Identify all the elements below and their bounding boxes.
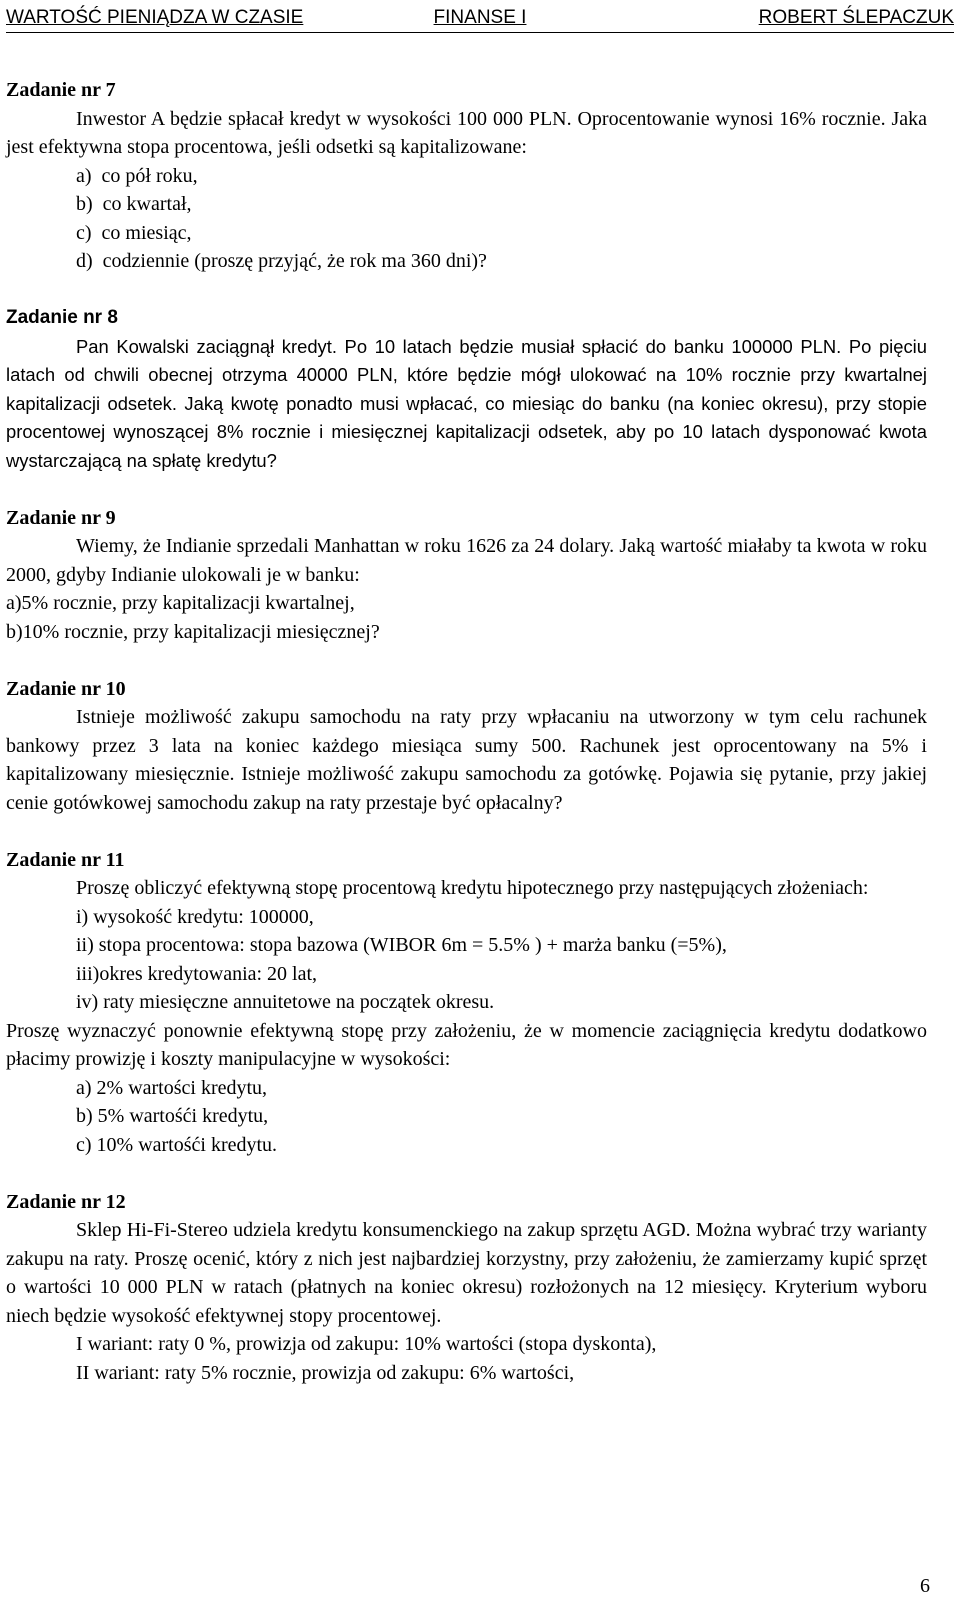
task-9-item-b: b)10% rocznie, przy kapitalizacji miesięcznej? — [6, 620, 380, 643]
task-9-item-a: a)5% rocznie, przy kapitalizacji kwartalnej, — [6, 592, 355, 614]
task-10 — [6, 675, 927, 818]
header-topic: WARTOŚĆ PIENIĄDZA W CZASIE — [6, 7, 304, 28]
task-8 — [6, 304, 927, 475]
task-12-variant-1: I wariant: raty 0 %, prowizja od zakupu: 10% wartości (stopa dyskonta), — [76, 1333, 657, 1355]
page-number: 6 — [920, 1575, 930, 1597]
task-7-item-a: a) co pół roku, — [76, 164, 198, 187]
task-12-title: Zadanie nr 12 — [6, 1190, 126, 1213]
task-11-item-iv: iv) raty miesięczne annuitetowe na początek okresu. — [76, 991, 495, 1013]
task-8-text: Pan Kowalski zaciągnął kredyt. Po 10 latach będzie musiał spłacić do banku 100000 PLN. Po pięciu latach od chwili obecnej otrzyma 40000 PLN, które będzie mógł ulokować na 10% rocznie przy kwartalnej kapitalizacji odsetek. Jaką kwotę ponadto musi wpłacać, co miesiąc do banku (na koniec okresu), przy stopie procentowej wynoszącej 8% rocznie i miesięcznej kapitalizacji odsetek, aby po 10 latach dysponować kwota wystarczającą na spłatę kredytu? — [6, 335, 927, 471]
task-7 — [6, 76, 927, 276]
task-11-item-iii: iii)okres kredytowania: 20 lat, — [76, 962, 318, 985]
page-content — [6, 76, 927, 1387]
task-11 — [6, 846, 927, 1160]
task-7-item-d: d) codziennie (proszę przyjąć, że rok ma 360 dni)? — [76, 250, 487, 272]
task-11-item-i: i) wysokość kredytu: 100000, — [76, 905, 314, 928]
task-11-item2-c: c) 10% wartośći kredytu. — [76, 1133, 278, 1156]
task-12 — [6, 1188, 927, 1388]
task-11-item2-a: a) 2% wartości kredytu, — [76, 1076, 268, 1099]
task-11-text-2: Proszę wyznaczyć ponownie efektywną stopę przy założeniu, że w momencie zaciągnięcia kredytu dodatkowo płacimy prowizję i koszty manipulacyjne w wysokości: — [6, 1019, 927, 1070]
task-11-title: Zadanie nr 11 — [6, 848, 125, 871]
task-12-variant-2: II wariant: raty 5% rocznie, prowizja od zakupu: 6% wartości, — [76, 1361, 575, 1384]
task-8-title: Zadanie nr 8 — [6, 307, 118, 328]
task-7-item-c: c) co miesiąc, — [76, 221, 192, 244]
task-9-text: Wiemy, że Indianie sprzedali Manhattan w roku 1626 za 24 dolary. Jaką wartość miałaby ta kwota w roku 2000, gdyby Indianie ulokowali je w banku: — [6, 535, 927, 586]
header-course: FINANSE I — [433, 7, 527, 28]
task-11-text: Proszę obliczyć efektywną stopę procentową kredytu hipotecznego przy następujących złożeniach: — [76, 877, 869, 899]
task-9-title: Zadanie nr 9 — [6, 506, 116, 529]
task-11-item2-b: b) 5% wartośći kredytu, — [76, 1105, 269, 1127]
task-7-item-b: b) co kwartał, — [76, 193, 192, 215]
header-author: ROBERT ŚLEPACZUK — [758, 7, 954, 28]
task-7-text: Inwestor A będzie spłacał kredyt w wysokości 100 000 PLN. Oprocentowanie wynosi 16% rocznie. Jaka jest efektywna stopa procentowa, jeśli odsetki są kapitalizowane: — [6, 107, 927, 158]
task-9 — [6, 504, 927, 647]
task-10-text: Istnieje możliwość zakupu samochodu na raty przy wpłacaniu na utworzony w tym celu rachunek bankowy przez 3 lata na koniec każdego miesiąca sumy 500. Rachunek jest oprocentowany na 5% i kapitalizowany miesięcznie. Istnieje możliwość zakupu samochodu za gotówkę. Pojawia się pytanie, przy jakiej cenie gotówkowej samochodu zakup na raty przestaje być opłacalny? — [6, 706, 927, 814]
task-10-title: Zadanie nr 10 — [6, 677, 126, 700]
page-header — [6, 6, 954, 33]
task-7-title: Zadanie nr 7 — [6, 79, 116, 101]
task-11-item-ii: ii) stopa procentowa: stopa bazowa (WIBOR 6m = 5.5% ) + marża banku (=5%), — [76, 934, 727, 956]
task-12-text: Sklep Hi-Fi-Stereo udziela kredytu konsumenckiego na zakup sprzętu AGD. Można wybrać trzy warianty zakupu na raty. Proszę ocenić, który z nich jest najbardziej korzystny, przy założeniu, że zamierzamy kupić sprzęt o wartości 10 000 PLN w ratach (płatnych na koniec okresu) rozłożonych na 12 miesięcy. Kryterium wyboru niech będzie wysokość efektywnej stopy procentowej. — [6, 1219, 927, 1327]
